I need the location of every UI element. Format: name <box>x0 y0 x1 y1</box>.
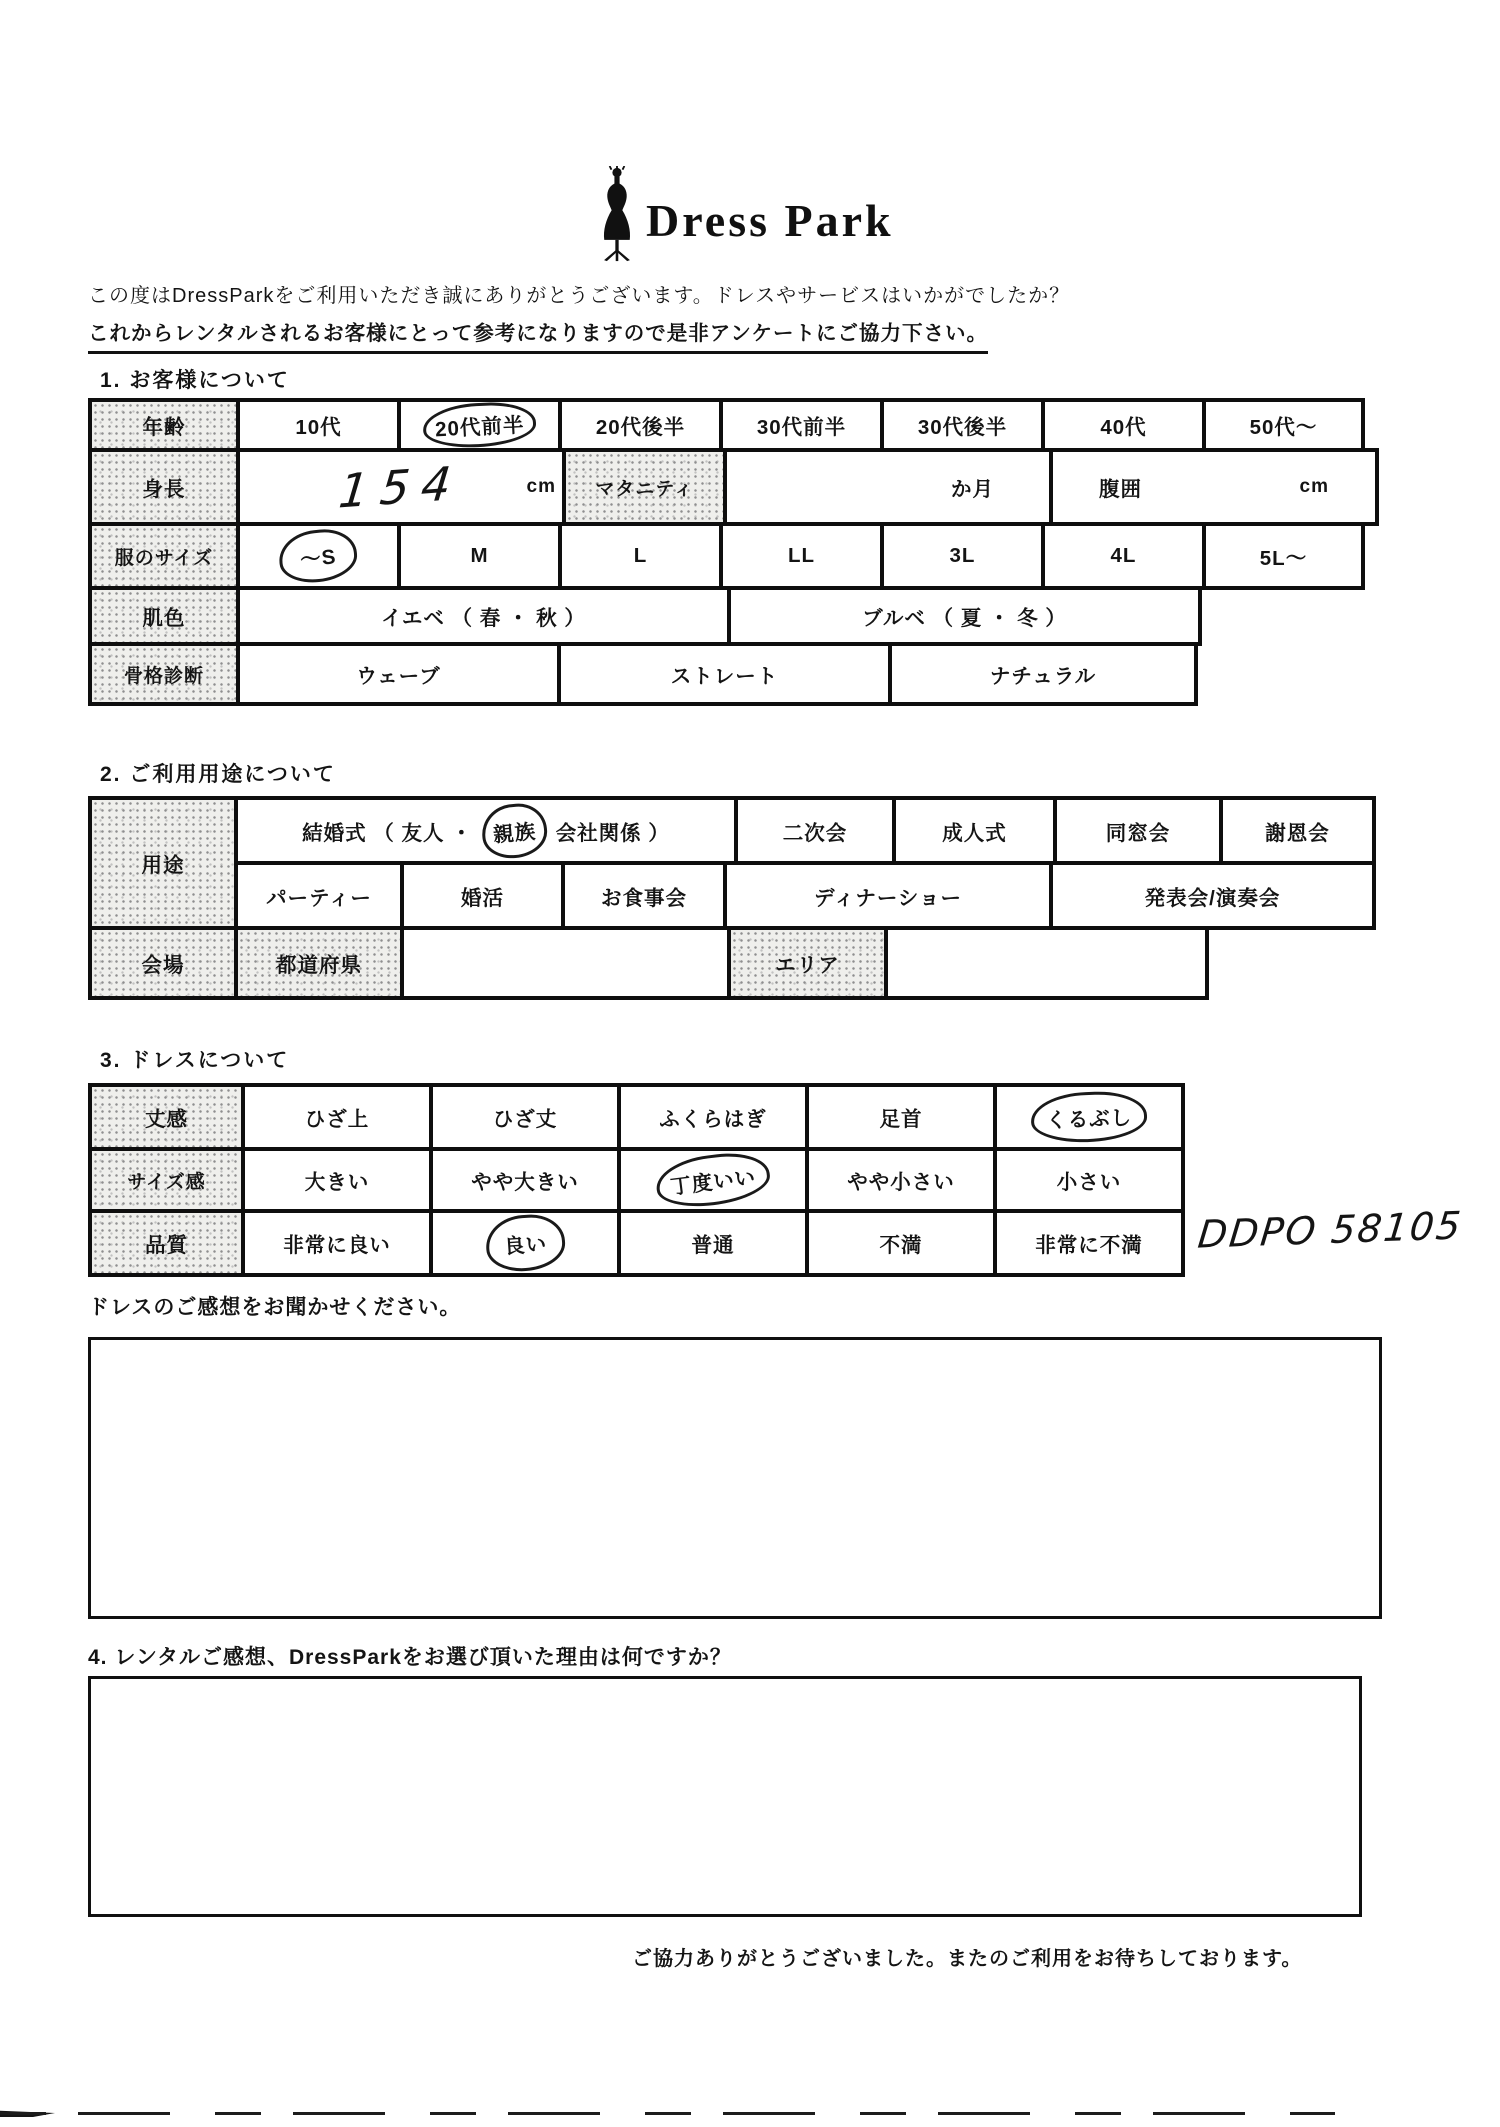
usage-option-wedding[interactable]: 結婚式 （ 友人 ・ 親族 会社関係 ） <box>234 796 738 865</box>
length-option-anklebone[interactable] <box>993 1083 1185 1151</box>
age-label: 年齢 <box>88 398 240 452</box>
section4-heading: 4. レンタルご感想、DressParkをお選び頂いた理由は何ですか？ <box>88 1646 732 1669</box>
age-option-10s[interactable]: 10代 <box>236 398 401 452</box>
length-row <box>88 1083 1185 1151</box>
intro-line-1: この度はDressParkをご利用いただき誠にありがとうございます。ドレスやサービスはいかがでしたか？ <box>88 285 1071 307</box>
size-row <box>88 522 1379 590</box>
dress-comment-prompt: ドレスのご感想をお聞かせください。 <box>88 1296 462 1319</box>
dress-comment-box[interactable] <box>88 1337 1382 1619</box>
section1-heading: 1. お客様について <box>100 369 290 392</box>
usage-label: 用途 <box>88 796 238 930</box>
usage-option-coming-of-age[interactable]: 成人式 <box>892 796 1057 865</box>
quality-option-dissatisfied[interactable]: 不満 <box>805 1209 997 1277</box>
venue-label: 会場 <box>88 926 238 1000</box>
length-option-knee[interactable]: ひざ丈 <box>429 1083 621 1151</box>
fit-row <box>88 1147 1185 1213</box>
usage-option-party[interactable]: パーティー <box>234 861 404 930</box>
handwritten-circle: 親族 <box>479 801 548 860</box>
dress-feedback-table <box>88 1083 1185 1277</box>
section3-heading: 3. ドレスについて <box>100 1049 290 1072</box>
height-value-cell[interactable] <box>236 448 566 526</box>
age-row <box>88 398 1379 452</box>
skeleton-option-straight[interactable]: ストレート <box>557 642 892 706</box>
usage-option-dinner[interactable]: お食事会 <box>561 861 727 930</box>
length-option-calf[interactable]: ふくらはぎ <box>617 1083 809 1151</box>
length-option-above-knee[interactable]: ひざ上 <box>241 1083 433 1151</box>
handwritten-circle: ～S <box>277 526 360 586</box>
usage-option-reunion[interactable]: 同窓会 <box>1053 796 1223 865</box>
fit-label: サイズ感 <box>88 1147 245 1213</box>
usage-option-konkatsu[interactable]: 婚活 <box>400 861 565 930</box>
quality-option-very-dissatisfied[interactable]: 非常に不満 <box>993 1209 1185 1277</box>
skin-option-yellow-base[interactable]: イエベ （ 春 ・ 秋 ） <box>236 586 731 646</box>
quality-option-normal[interactable]: 普通 <box>617 1209 809 1277</box>
size-option-m[interactable]: M <box>397 522 562 590</box>
size-option-3l[interactable]: 3L <box>880 522 1045 590</box>
waist-label: 腹囲 <box>1099 478 1142 501</box>
usage-row-2 <box>234 861 1376 930</box>
handwritten-height: 154 <box>336 455 466 519</box>
prefecture-label: 都道府県 <box>234 926 404 1000</box>
size-option-5l[interactable]: 5L～ <box>1202 522 1365 590</box>
handwritten-code: DDPO 58105 <box>1195 1203 1465 1257</box>
size-option-ll[interactable]: LL <box>719 522 884 590</box>
skeleton-option-wave[interactable]: ウェーブ <box>236 642 561 706</box>
height-row <box>88 448 1379 526</box>
length-option-ankle[interactable]: 足首 <box>805 1083 997 1151</box>
age-option-early20s[interactable] <box>397 398 562 452</box>
usage-table <box>88 796 1376 1000</box>
age-option-late30s[interactable]: 30代後半 <box>880 398 1045 452</box>
size-option-4l[interactable]: 4L <box>1041 522 1206 590</box>
quality-row <box>88 1209 1185 1277</box>
brand-logo <box>598 166 894 262</box>
section2-heading: 2. ご利用用途について <box>100 763 336 786</box>
months-label: か月 <box>951 478 994 501</box>
rental-comment-box[interactable] <box>88 1676 1362 1917</box>
quality-label: 品質 <box>88 1209 245 1277</box>
fit-option-just-right[interactable] <box>617 1147 809 1213</box>
handwritten-circle: 良い <box>484 1212 567 1273</box>
skeleton-label: 骨格診断 <box>88 642 240 706</box>
handwritten-circle: 丁度いい <box>653 1148 772 1212</box>
height-label: 身長 <box>88 448 240 526</box>
intro-line-2: これからレンタルされるお客様にとって参考になりますので是非アンケートにご協力下さい。 <box>88 316 988 354</box>
usage-option-afterparty[interactable]: 二次会 <box>734 796 896 865</box>
dress-form-icon <box>598 166 636 262</box>
area-label: エリア <box>727 926 888 1000</box>
fit-option-slightly-small[interactable]: やや小さい <box>805 1147 997 1213</box>
fit-option-small[interactable]: 小さい <box>993 1147 1185 1213</box>
skin-label: 肌色 <box>88 586 240 646</box>
fit-option-big[interactable]: 大きい <box>241 1147 433 1213</box>
handwritten-circle: くるぶし <box>1030 1090 1148 1144</box>
quality-option-good[interactable] <box>429 1209 621 1277</box>
scan-artifact-line <box>0 2112 1335 2115</box>
venue-row <box>88 926 1376 1000</box>
maternity-months-cell[interactable] <box>723 448 1053 526</box>
age-option-late20s[interactable]: 20代後半 <box>558 398 723 452</box>
usage-rows <box>88 796 1376 930</box>
quality-option-very-good[interactable]: 非常に良い <box>241 1209 433 1277</box>
skin-option-blue-base[interactable]: ブルベ （ 夏 ・ 冬 ） <box>727 586 1202 646</box>
skin-row <box>88 586 1379 646</box>
age-option-early30s[interactable]: 30代前半 <box>719 398 884 452</box>
customer-info-table <box>88 398 1379 706</box>
usage-row-1 <box>234 796 1376 865</box>
waist-unit: cm <box>1299 476 1329 497</box>
usage-option-recital[interactable]: 発表会/演奏会 <box>1049 861 1376 930</box>
height-unit: cm <box>526 476 556 497</box>
area-input-cell[interactable] <box>884 926 1209 1000</box>
age-option-50s[interactable]: 50代～ <box>1202 398 1365 452</box>
brand-name: Dress Park <box>646 195 894 246</box>
maternity-label: マタニティ <box>562 448 727 526</box>
waist-cell[interactable] <box>1049 448 1379 526</box>
size-option-l[interactable]: L <box>558 522 723 590</box>
usage-option-dinner-show[interactable]: ディナーショー <box>723 861 1053 930</box>
age-option-40s[interactable]: 40代 <box>1041 398 1206 452</box>
skeleton-row <box>88 642 1379 706</box>
usage-option-thanks-party[interactable]: 謝恩会 <box>1219 796 1376 865</box>
fit-option-slightly-big[interactable]: やや大きい <box>429 1147 621 1213</box>
skeleton-option-natural[interactable]: ナチュラル <box>888 642 1198 706</box>
length-label: 丈感 <box>88 1083 245 1151</box>
footer-thanks: ご協力ありがとうございました。またのご利用をお待ちしております。 <box>632 1948 1303 1970</box>
size-label: 服のサイズ <box>88 522 240 590</box>
prefecture-input-cell[interactable] <box>400 926 731 1000</box>
size-option-s[interactable] <box>236 522 401 590</box>
handwritten-circle: 20代前半 <box>422 400 537 450</box>
